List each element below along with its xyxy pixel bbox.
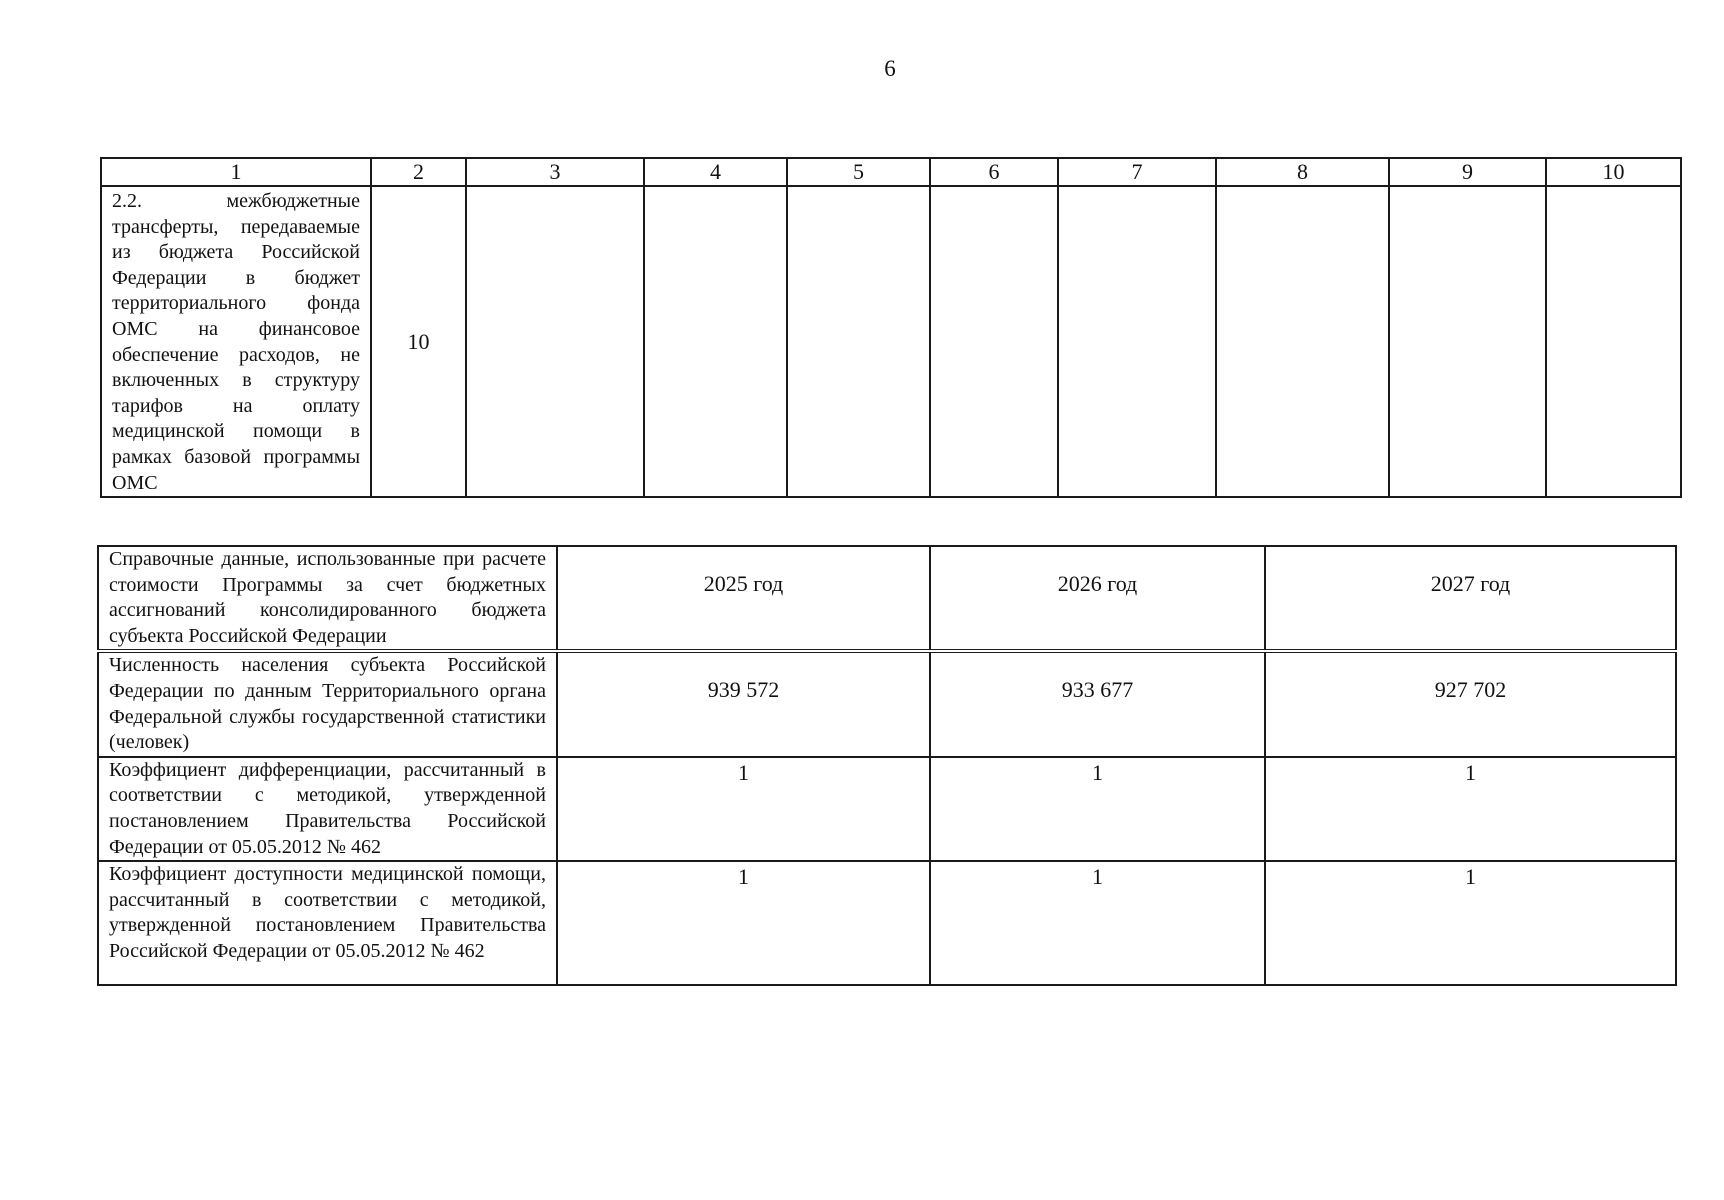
empty-cell xyxy=(644,186,787,497)
table-row xyxy=(98,651,1676,756)
row-label: Коэффициент доступности медицинской помощи, рассчитанный в соответствии с методикой, утвержденной постановлением Правительства Российской Федерации от 05.05.2012 № 462 xyxy=(98,861,557,985)
year-2026-header: 2026 год xyxy=(930,546,1265,651)
column-number: 5 xyxy=(787,158,930,186)
value-cell: 1 xyxy=(1265,757,1676,861)
year-2025-header: 2025 год xyxy=(557,546,930,651)
row-label: Численность населения субъекта Российской Федерации по данным Территориального органа Федеральной службы государственной статистики (человек) xyxy=(98,651,557,756)
reference-data-table xyxy=(97,545,1677,986)
table-row xyxy=(98,861,1676,985)
value-cell: 1 xyxy=(557,861,930,985)
page-number: 6 xyxy=(884,56,896,81)
row-line-number: 10 xyxy=(371,186,466,497)
reference-caption: Справочные данные, использованные при расчете стоимости Программы за счет бюджетных ассигнований консолидированного бюджета субъекта Российской Федерации xyxy=(98,546,557,651)
column-number: 10 xyxy=(1546,158,1681,186)
table-header-row xyxy=(98,546,1676,651)
value-cell: 1 xyxy=(1265,861,1676,985)
value-cell: 939 572 xyxy=(557,651,930,756)
column-number: 6 xyxy=(930,158,1058,186)
empty-cell xyxy=(930,186,1058,497)
costs-table xyxy=(100,157,1682,498)
column-number: 4 xyxy=(644,158,787,186)
value-cell: 1 xyxy=(930,861,1265,985)
empty-cell xyxy=(1058,186,1216,497)
value-cell: 927 702 xyxy=(1265,651,1676,756)
table-row xyxy=(98,757,1676,861)
column-number: 9 xyxy=(1389,158,1546,186)
column-number: 1 xyxy=(101,158,371,186)
empty-cell xyxy=(1216,186,1389,497)
value-cell: 1 xyxy=(557,757,930,861)
empty-cell xyxy=(1389,186,1546,497)
column-number: 2 xyxy=(371,158,466,186)
table-row xyxy=(101,186,1681,497)
value-cell: 1 xyxy=(930,757,1265,861)
column-number: 3 xyxy=(466,158,644,186)
column-number-row xyxy=(101,158,1681,186)
year-2027-header: 2027 год xyxy=(1265,546,1676,651)
row-description: 2.2. межбюджетные трансферты, передаваемые из бюджета Российской Федерации в бюджет территориального фонда ОМС на финансовое обеспечение расходов, не включенных в структуру тарифов на оплату медицинской помощи в рамках базовой программы ОМС xyxy=(101,186,371,497)
column-number: 7 xyxy=(1058,158,1216,186)
value-cell: 933 677 xyxy=(930,651,1265,756)
row-label: Коэффициент дифференциации, рассчитанный в соответствии с методикой, утвержденной постановлением Правительства Российской Федерации от 05.05.2012 № 462 xyxy=(98,757,557,861)
empty-cell xyxy=(1546,186,1681,497)
empty-cell xyxy=(787,186,930,497)
column-number: 8 xyxy=(1216,158,1389,186)
empty-cell xyxy=(466,186,644,497)
